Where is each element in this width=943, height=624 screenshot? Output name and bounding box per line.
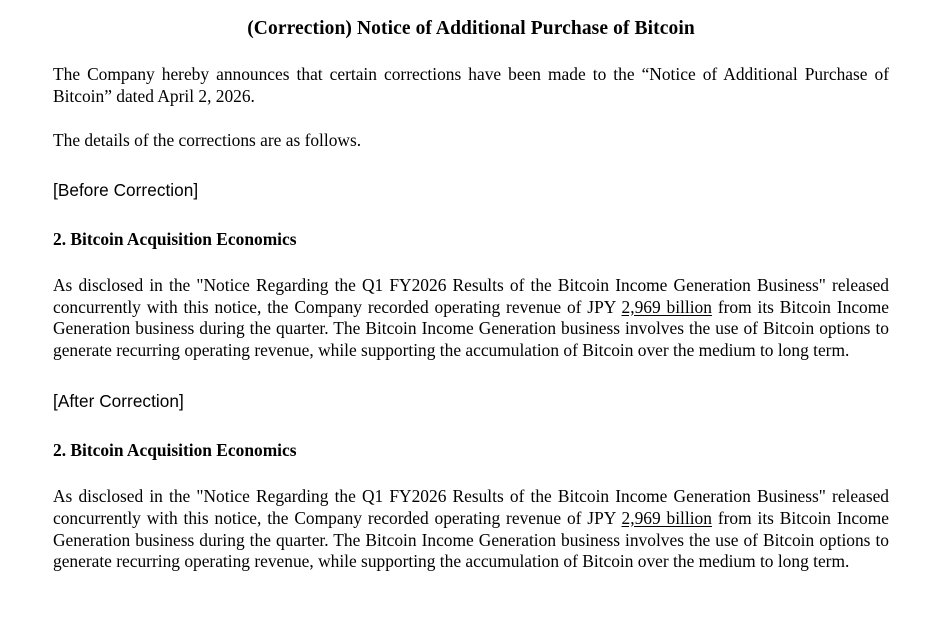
before-correction-section	[53, 180, 889, 362]
body-text-lead-after: As disclosed in the "Notice Regarding the Q1 FY2026 Results of the Bitcoin Income Generation Business" released concurrently with this notice, the Company recorded operating revenue of JPY	[53, 485, 889, 528]
body-text-tail-before: from its Bitcoin Income Generation business during the quarter. The Bitcoin Income Generation business involves the use of Bitcoin options to generate recurring operating revenue, while supporting the accumulation of Bitcoin over the medium to long term.	[53, 296, 890, 361]
details-lead-paragraph: The details of the corrections are as follows.	[53, 129, 362, 150]
section-heading-before: 2. Bitcoin Acquisition Economics	[53, 228, 297, 249]
section-body-before	[53, 275, 889, 362]
intro-paragraph: The Company hereby announces that certain corrections have been made to the “Notice of Additional Purchase of Bitcoin” dated April 2, 2026.	[53, 64, 889, 107]
after-correction-section	[53, 391, 889, 573]
section-label-after-correction: [After Correction]	[53, 390, 184, 411]
document-content	[53, 0, 889, 573]
revenue-amount-before: 2,969 billion	[621, 296, 712, 317]
body-text-tail-after: from its Bitcoin Income Generation business during the quarter. The Bitcoin Income Generation business involves the use of Bitcoin options to generate recurring operating revenue, while supporting the accumulation of Bitcoin over the medium to long term.	[53, 507, 890, 572]
section-body-after	[53, 486, 889, 573]
section-label-before-correction: [Before Correction]	[53, 179, 199, 200]
body-text-lead-before: As disclosed in the "Notice Regarding the Q1 FY2026 Results of the Bitcoin Income Generation Business" released concurrently with this notice, the Company recorded operating revenue of JPY	[53, 274, 889, 317]
page-title: (Correction) Notice of Additional Purchase of Bitcoin	[247, 18, 695, 39]
revenue-amount-after: 2,969 billion	[621, 507, 712, 528]
section-heading-after: 2. Bitcoin Acquisition Economics	[53, 439, 297, 460]
